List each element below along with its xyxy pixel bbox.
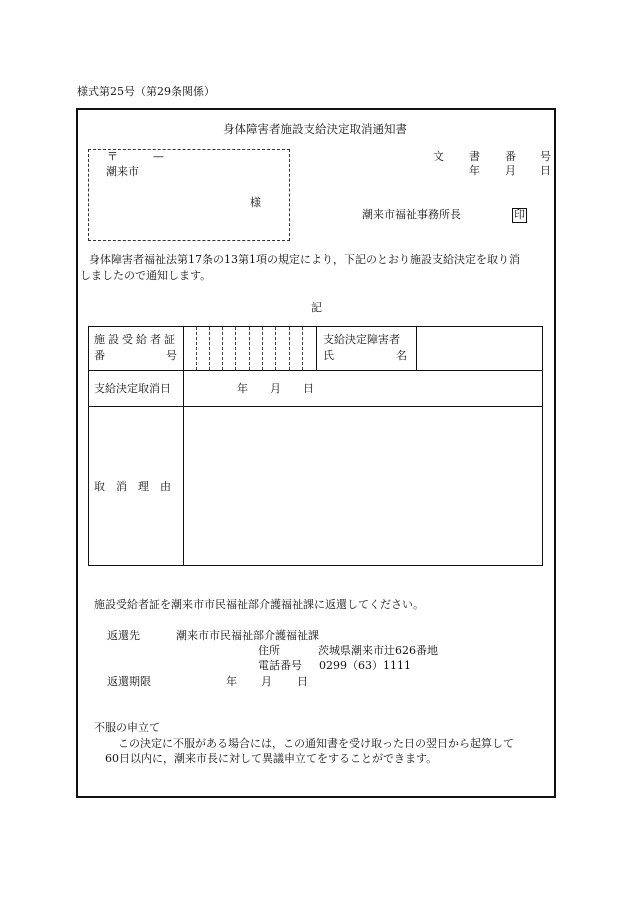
table-rule-1: [88, 370, 543, 371]
ki-heading: 記: [311, 301, 322, 314]
return-deadline-label: 返還期限: [107, 675, 151, 688]
address-box: [88, 149, 290, 241]
issuer-name: 潮来市福祉事務所長: [362, 208, 461, 221]
doc-number-char-4: 号: [540, 150, 551, 163]
doc-number-char-2: 書: [469, 150, 480, 163]
digit-divider: [275, 327, 276, 370]
digit-divider: [235, 327, 236, 370]
doc-number-char-1: 文: [433, 150, 444, 163]
appeal-text-line2: 60日以内に，潮来市長に対して異議申立てをすることができます。: [105, 752, 438, 765]
cancel-date-value: 年 月 日: [237, 382, 314, 395]
digit-divider: [262, 327, 263, 370]
postal-mark: 〒: [107, 150, 118, 163]
cert-number-label: 施設受給者証: [94, 333, 178, 346]
return-dest-value: 潮来市市民福祉部介護福祉課: [176, 629, 319, 642]
table-col-rule-1: [183, 326, 184, 566]
appeal-text-line1: この決定に不服がある場合には，この通知書を受け取った日の翌日から起算して: [118, 737, 514, 750]
cert-number-label-2: 番号: [94, 349, 177, 362]
person-name-label: 支給決定障害者: [323, 333, 400, 346]
reason-label: 取消理由: [94, 480, 182, 493]
digit-divider: [196, 327, 197, 370]
page-title: 身体障害者施設支給決定取消通知書: [223, 122, 407, 136]
table-col-rule-3: [416, 326, 417, 370]
digit-divider: [289, 327, 290, 370]
digit-divider: [209, 327, 210, 370]
address-honorific: 様: [250, 196, 261, 209]
date-month: 月: [505, 164, 516, 177]
return-dest-label: 返還先: [107, 629, 140, 642]
return-phone-label: 電話番号: [258, 659, 302, 672]
address-city: 潮来市: [106, 165, 139, 178]
table-rule-2: [88, 406, 543, 407]
return-note: 施設受給者証を潮来市市民福祉部介護福祉課に返還してください。: [94, 598, 424, 611]
digit-divider: [302, 327, 303, 370]
deadline-month: 月: [261, 675, 272, 688]
body-text-line2: しましたので通知します。: [80, 269, 212, 282]
digit-divider: [222, 327, 223, 370]
date-day: 日: [540, 164, 551, 177]
appeal-heading: 不服の申立て: [94, 721, 160, 734]
table-col-rule-2: [316, 326, 317, 370]
body-text-line1: 身体障害者福祉法第17条の13第1項の規定により，下記のとおり施設支給決定を取り消: [89, 253, 520, 266]
return-phone-value: 0299（63）1111: [319, 659, 411, 672]
digit-divider: [249, 327, 250, 370]
form-number: 様式第25号（第29条関係）: [77, 85, 215, 98]
deadline-year: 年: [226, 675, 237, 688]
return-address-value: 茨城県潮来市辻626番地: [318, 644, 438, 657]
postal-dash: —: [153, 150, 164, 163]
seal-mark: 印: [514, 208, 525, 221]
date-year: 年: [469, 164, 480, 177]
return-address-label: 住所: [258, 644, 280, 657]
doc-number-char-3: 番: [505, 150, 516, 163]
deadline-day: 日: [297, 675, 308, 688]
person-name-label-2: 氏名: [323, 349, 407, 362]
cancel-date-label: 支給決定取消日: [94, 382, 171, 395]
